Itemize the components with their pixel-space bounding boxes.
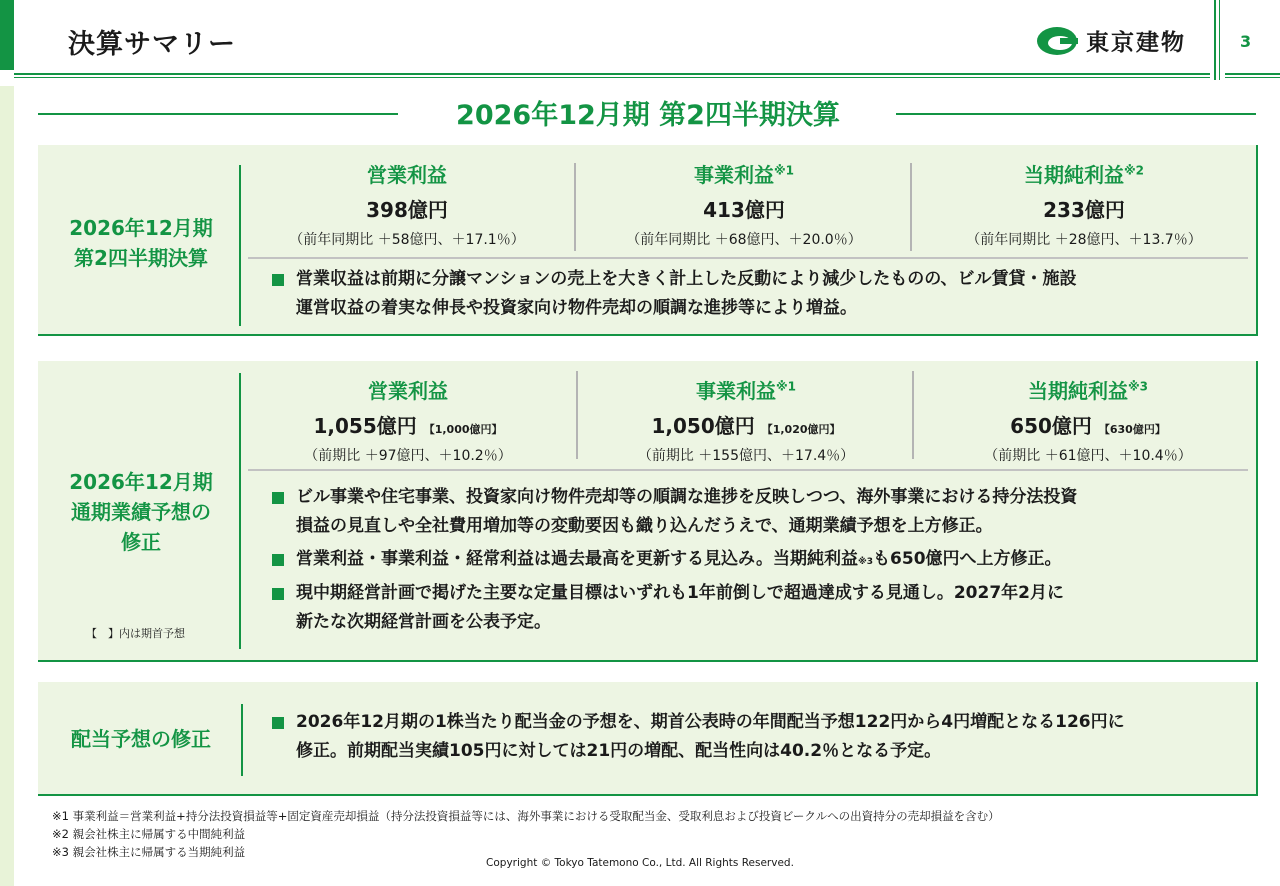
bullet-item xyxy=(272,545,1242,577)
metric-business-profit-forecast xyxy=(590,375,902,465)
bullet-line: 損益の見直しや全社費用増加等の変動要因も織り込んだうえで、通期業績予想を上方修正。 xyxy=(296,516,993,536)
metric-title: 当期純利益$^{※2}$ xyxy=(1023,163,1144,187)
bullet-line: 営業収益は前期に分譲マンションの売上を大きく計上した反動により減少したものの、ビル賃貸・施設 xyxy=(296,269,1077,289)
panel-divider xyxy=(239,373,241,649)
page-title: 決算サマリー xyxy=(68,29,236,60)
header-accent-bar xyxy=(0,0,14,70)
footnote-1: ※1 事業利益＝営業利益+持分法投資損益等+固定資産売却損益（持分法投資損益等には、海外事業における受取配当金、受取利息および投資ビークルへの出資持分の売却損益を含む） xyxy=(52,809,1000,823)
metric-business-profit xyxy=(594,159,894,249)
q2-results-panel xyxy=(38,145,1258,336)
panel-divider xyxy=(241,704,243,776)
forecast-bracket-note: 【 】内は期首予想 xyxy=(86,627,185,640)
metric-title: 事業利益$^{※1}$ xyxy=(693,163,794,187)
copyright: Copyright © Tokyo Tatemono Co., Ltd. All Rights Reserved. xyxy=(486,857,794,869)
bullet-line: 2026年12月期の1株当たり配当金の予想を、期首公表時の年間配当予想122円から4円増配となる126円に xyxy=(296,712,1125,732)
metric-value: 398億円 xyxy=(366,198,448,222)
section-heading: 2026年12月期 第2四半期決算 xyxy=(456,100,840,131)
green-square-bullet-icon xyxy=(272,717,284,729)
page-number: 3 xyxy=(1240,32,1252,51)
metric-title: 事業利益$^{※1}$ xyxy=(695,379,796,403)
header-divider xyxy=(14,73,1210,75)
forecast-revision-label xyxy=(46,467,236,557)
bullet-line: 運営収益の着実な伸長や投資家向け物件売却の順調な進捗等により増益。 xyxy=(296,298,857,318)
metric-value: 413億円 xyxy=(703,198,785,222)
metric-change: （前期比 ＋97億円、＋10.2％） xyxy=(304,448,512,464)
metric-value: 1,055億円 【1,000億円】 xyxy=(313,414,503,438)
header-divider-right xyxy=(1225,73,1280,75)
footnote-2: ※2 親会社株主に帰属する中間純利益 xyxy=(52,827,246,841)
bullet-item xyxy=(272,265,1242,323)
bullet-item xyxy=(272,483,1242,541)
green-square-bullet-icon xyxy=(272,492,284,504)
panel-divider xyxy=(239,165,241,326)
metric-title: 営業利益 xyxy=(368,379,448,403)
bullet-item xyxy=(272,579,1242,637)
metric-net-income xyxy=(934,159,1234,249)
tokyo-tatemono-logo-icon xyxy=(1036,26,1078,56)
bullet-line: 営業利益・事業利益・経常利益は過去最高を更新する見込み。当期純利益※3も650億円へ上方修正。 xyxy=(296,549,1062,569)
dividend-revision-panel xyxy=(38,682,1258,796)
bullet-line: 現中期経営計画で掲げた主要な定量目標はいずれも1年前倒しで超過達成する見通し。2027年2月に xyxy=(296,583,1064,603)
green-square-bullet-icon xyxy=(272,588,284,600)
metric-change: （前期比 ＋61億円、＋10.4％） xyxy=(984,448,1192,464)
metric-value: 1,050億円 【1,020億円】 xyxy=(651,414,841,438)
side-accent-bar xyxy=(0,86,14,886)
column-divider xyxy=(910,163,912,251)
metric-net-income-forecast xyxy=(928,375,1248,465)
label-line: 第2四半期決算 xyxy=(74,246,208,270)
label-line: 2026年12月期 xyxy=(69,216,213,240)
metric-operating-profit xyxy=(262,159,552,249)
column-divider xyxy=(574,163,576,251)
header-divider-right-thin xyxy=(1225,77,1280,78)
metric-change: （前年同期比 ＋68億円、＋20.0％） xyxy=(626,232,862,248)
metric-value: 650億円 【630億円】 xyxy=(1010,414,1166,438)
bullet-line: 修正。前期配当実績105円に対しては21円の増配、配当性向は40.2％となる予定。 xyxy=(296,741,942,761)
green-square-bullet-icon xyxy=(272,274,284,286)
metrics-rule xyxy=(248,257,1248,259)
metric-change: （前年同期比 ＋28億円、＋13.7％） xyxy=(966,232,1202,248)
company-logo xyxy=(1036,24,1186,57)
metric-operating-profit-forecast xyxy=(252,375,564,465)
metrics-rule xyxy=(248,469,1248,471)
header-divider-thin xyxy=(14,77,1210,78)
column-divider xyxy=(576,371,578,459)
header-vertical-divider xyxy=(1214,0,1216,80)
header-vertical-divider-thin xyxy=(1219,0,1220,80)
label-line: 通期業績予想の xyxy=(71,500,211,524)
bullet-line: 新たな次期経営計画を公表予定。 xyxy=(296,612,551,632)
metric-change: （前期比 ＋155億円、＋17.4％） xyxy=(637,448,855,464)
company-name: 東京建物 xyxy=(1086,30,1186,56)
metric-title: 営業利益 xyxy=(367,163,447,187)
metric-title: 当期純利益$^{※3}$ xyxy=(1027,379,1148,403)
bullet-item xyxy=(272,708,1252,766)
forecast-revision-panel xyxy=(38,361,1258,662)
metric-change: （前年同期比 ＋58億円、＋17.1％） xyxy=(289,232,525,248)
metric-value: 233億円 xyxy=(1043,198,1125,222)
label-line: 2026年12月期 xyxy=(69,470,213,494)
footnote-3: ※3 親会社株主に帰属する当期純利益 xyxy=(52,845,246,859)
column-divider xyxy=(912,371,914,459)
bullet-line: ビル事業や住宅事業、投資家向け物件売却等の順調な進捗を反映しつつ、海外事業における持分法投資 xyxy=(296,487,1078,507)
dividend-revision-label: 配当予想の修正 xyxy=(71,727,211,751)
green-square-bullet-icon xyxy=(272,554,284,566)
q2-results-label xyxy=(46,213,236,273)
label-line: 修正 xyxy=(121,530,161,554)
